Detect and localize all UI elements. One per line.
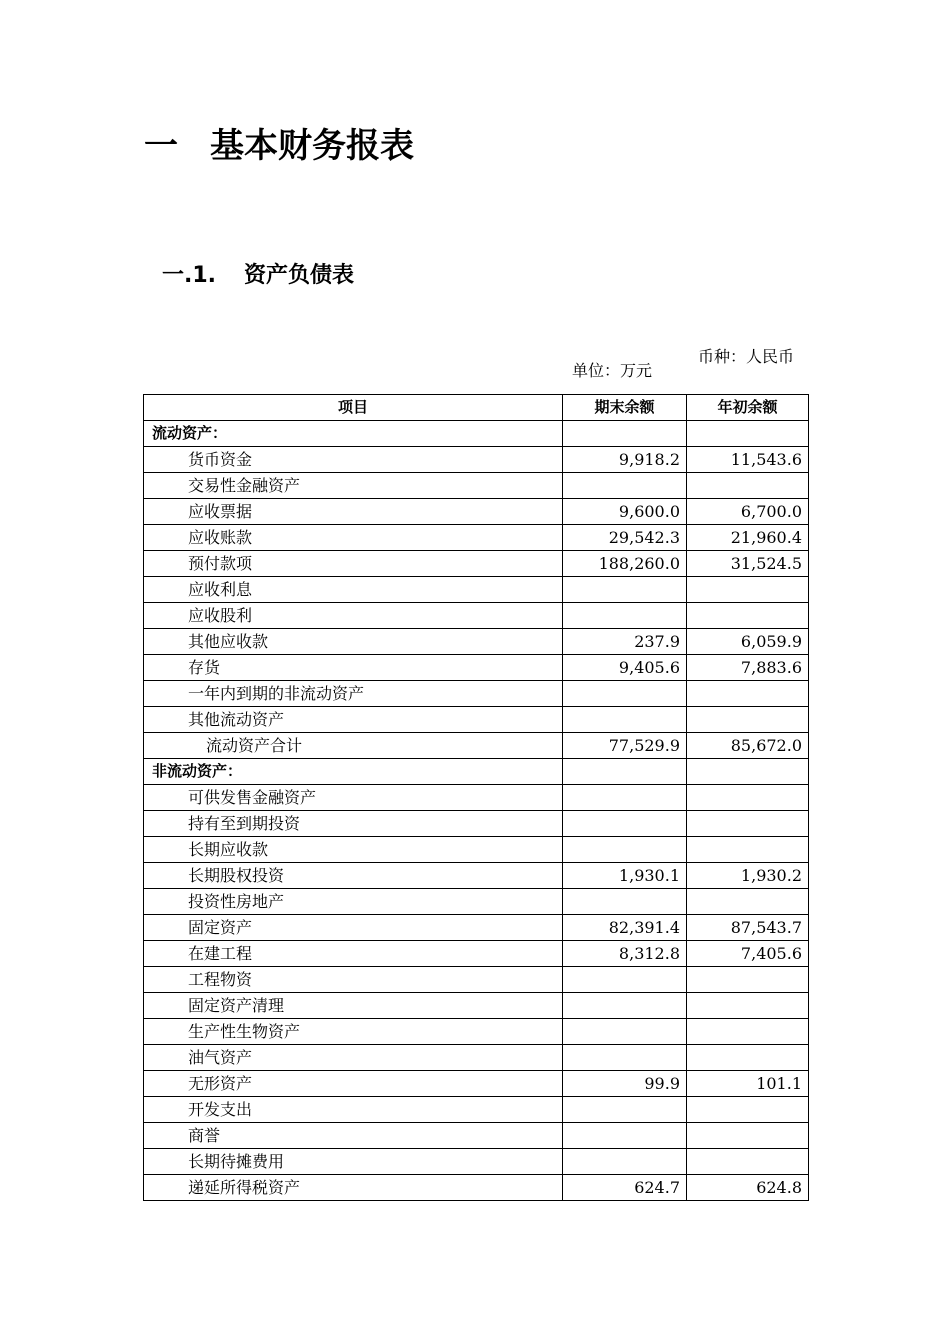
unit-label: 单位：万元	[572, 361, 653, 380]
table-row	[144, 551, 809, 577]
begin-balance-cell: 11,543.6	[687, 447, 809, 473]
table-row	[144, 1071, 809, 1097]
row-label: 无形资产	[144, 1071, 563, 1097]
table-row	[144, 1097, 809, 1123]
table-row	[144, 1045, 809, 1071]
row-label: 存货	[144, 655, 563, 681]
row-label: 投资性房地产	[144, 889, 563, 915]
row-label: 货币资金	[144, 447, 563, 473]
begin-balance-cell	[687, 1019, 809, 1045]
row-label: 应收票据	[144, 499, 563, 525]
begin-balance-cell: 7,883.6	[687, 655, 809, 681]
section-number: 一	[144, 126, 178, 166]
end-balance-cell	[563, 1019, 687, 1045]
begin-balance-cell	[687, 837, 809, 863]
row-label: 在建工程	[144, 941, 563, 967]
end-balance-cell: 77,529.9	[563, 733, 687, 759]
end-balance-cell	[563, 421, 687, 447]
table-row	[144, 837, 809, 863]
row-label: 流动资产：	[144, 421, 563, 447]
row-label: 可供发售金融资产	[144, 785, 563, 811]
row-label: 长期股权投资	[144, 863, 563, 889]
row-label: 预付款项	[144, 551, 563, 577]
end-balance-cell	[563, 759, 687, 785]
row-label: 非流动资产：	[144, 759, 563, 785]
table-header-row	[144, 395, 809, 421]
section-title: 基本财务报表	[210, 126, 414, 166]
begin-balance-cell	[687, 1123, 809, 1149]
column-header-end-balance: 期末余额	[563, 395, 687, 421]
end-balance-cell	[563, 1045, 687, 1071]
begin-balance-cell: 7,405.6	[687, 941, 809, 967]
balance-sheet-table	[143, 394, 809, 1201]
end-balance-cell	[563, 577, 687, 603]
table-row	[144, 1175, 809, 1201]
table-row	[144, 577, 809, 603]
begin-balance-cell: 6,700.0	[687, 499, 809, 525]
row-label: 长期待摊费用	[144, 1149, 563, 1175]
end-balance-cell	[563, 603, 687, 629]
table-row	[144, 681, 809, 707]
row-label: 工程物资	[144, 967, 563, 993]
row-label: 开发支出	[144, 1097, 563, 1123]
begin-balance-cell: 624.8	[687, 1175, 809, 1201]
end-balance-cell	[563, 1123, 687, 1149]
table-row	[144, 447, 809, 473]
row-label: 固定资产	[144, 915, 563, 941]
row-label: 油气资产	[144, 1045, 563, 1071]
end-balance-cell: 624.7	[563, 1175, 687, 1201]
begin-balance-cell	[687, 785, 809, 811]
table-row	[144, 525, 809, 551]
end-balance-cell	[563, 889, 687, 915]
end-balance-cell: 99.9	[563, 1071, 687, 1097]
row-label: 应收账款	[144, 525, 563, 551]
table-row	[144, 707, 809, 733]
begin-balance-cell	[687, 681, 809, 707]
table-row	[144, 941, 809, 967]
subsection-heading	[162, 258, 354, 289]
end-balance-cell: 8,312.8	[563, 941, 687, 967]
begin-balance-cell	[687, 1045, 809, 1071]
table-row	[144, 1123, 809, 1149]
table-row	[144, 785, 809, 811]
end-balance-cell	[563, 707, 687, 733]
row-label: 持有至到期投资	[144, 811, 563, 837]
table-row	[144, 967, 809, 993]
begin-balance-cell	[687, 1149, 809, 1175]
row-label: 交易性金融资产	[144, 473, 563, 499]
table-row	[144, 629, 809, 655]
begin-balance-cell	[687, 1097, 809, 1123]
end-balance-cell: 29,542.3	[563, 525, 687, 551]
row-label: 商誉	[144, 1123, 563, 1149]
currency-label: 币种：人民币	[698, 347, 795, 366]
table-row	[144, 811, 809, 837]
end-balance-cell: 237.9	[563, 629, 687, 655]
end-balance-cell	[563, 785, 687, 811]
begin-balance-cell: 1,930.2	[687, 863, 809, 889]
table-row	[144, 863, 809, 889]
begin-balance-cell	[687, 811, 809, 837]
begin-balance-cell	[687, 603, 809, 629]
begin-balance-cell	[687, 473, 809, 499]
end-balance-cell: 9,405.6	[563, 655, 687, 681]
row-label: 递延所得税资产	[144, 1175, 563, 1201]
table-row	[144, 1019, 809, 1045]
table-row	[144, 499, 809, 525]
end-balance-cell	[563, 681, 687, 707]
table-row	[144, 915, 809, 941]
row-label: 流动资产合计	[144, 733, 563, 759]
end-balance-cell	[563, 1149, 687, 1175]
column-header-begin-balance: 年初余额	[687, 395, 809, 421]
begin-balance-cell	[687, 759, 809, 785]
begin-balance-cell	[687, 707, 809, 733]
table-row	[144, 889, 809, 915]
table-row	[144, 759, 809, 785]
end-balance-cell	[563, 811, 687, 837]
begin-balance-cell	[687, 889, 809, 915]
table-row	[144, 993, 809, 1019]
subsection-title: 资产负债表	[244, 263, 355, 288]
table-row	[144, 1149, 809, 1175]
end-balance-cell	[563, 993, 687, 1019]
subsection-number: 一.1.	[162, 263, 217, 288]
end-balance-cell	[563, 1097, 687, 1123]
row-label: 生产性生物资产	[144, 1019, 563, 1045]
begin-balance-cell: 6,059.9	[687, 629, 809, 655]
begin-balance-cell: 85,672.0	[687, 733, 809, 759]
begin-balance-cell: 31,524.5	[687, 551, 809, 577]
begin-balance-cell	[687, 421, 809, 447]
table-body	[144, 421, 809, 1201]
end-balance-cell: 9,918.2	[563, 447, 687, 473]
end-balance-cell: 188,260.0	[563, 551, 687, 577]
row-label: 一年内到期的非流动资产	[144, 681, 563, 707]
begin-balance-cell	[687, 967, 809, 993]
end-balance-cell	[563, 967, 687, 993]
end-balance-cell: 9,600.0	[563, 499, 687, 525]
begin-balance-cell: 101.1	[687, 1071, 809, 1097]
end-balance-cell: 1,930.1	[563, 863, 687, 889]
column-header-item: 项目	[144, 395, 563, 421]
table-row	[144, 655, 809, 681]
table-row	[144, 603, 809, 629]
table-row	[144, 421, 809, 447]
begin-balance-cell: 87,543.7	[687, 915, 809, 941]
row-label: 其他流动资产	[144, 707, 563, 733]
row-label: 应收股利	[144, 603, 563, 629]
begin-balance-cell	[687, 993, 809, 1019]
table-row	[144, 733, 809, 759]
row-label: 长期应收款	[144, 837, 563, 863]
row-label: 应收利息	[144, 577, 563, 603]
begin-balance-cell: 21,960.4	[687, 525, 809, 551]
row-label: 其他应收款	[144, 629, 563, 655]
end-balance-cell: 82,391.4	[563, 915, 687, 941]
end-balance-cell	[563, 473, 687, 499]
begin-balance-cell	[687, 577, 809, 603]
table-row	[144, 473, 809, 499]
row-label: 固定资产清理	[144, 993, 563, 1019]
end-balance-cell	[563, 837, 687, 863]
section-heading	[144, 118, 414, 167]
